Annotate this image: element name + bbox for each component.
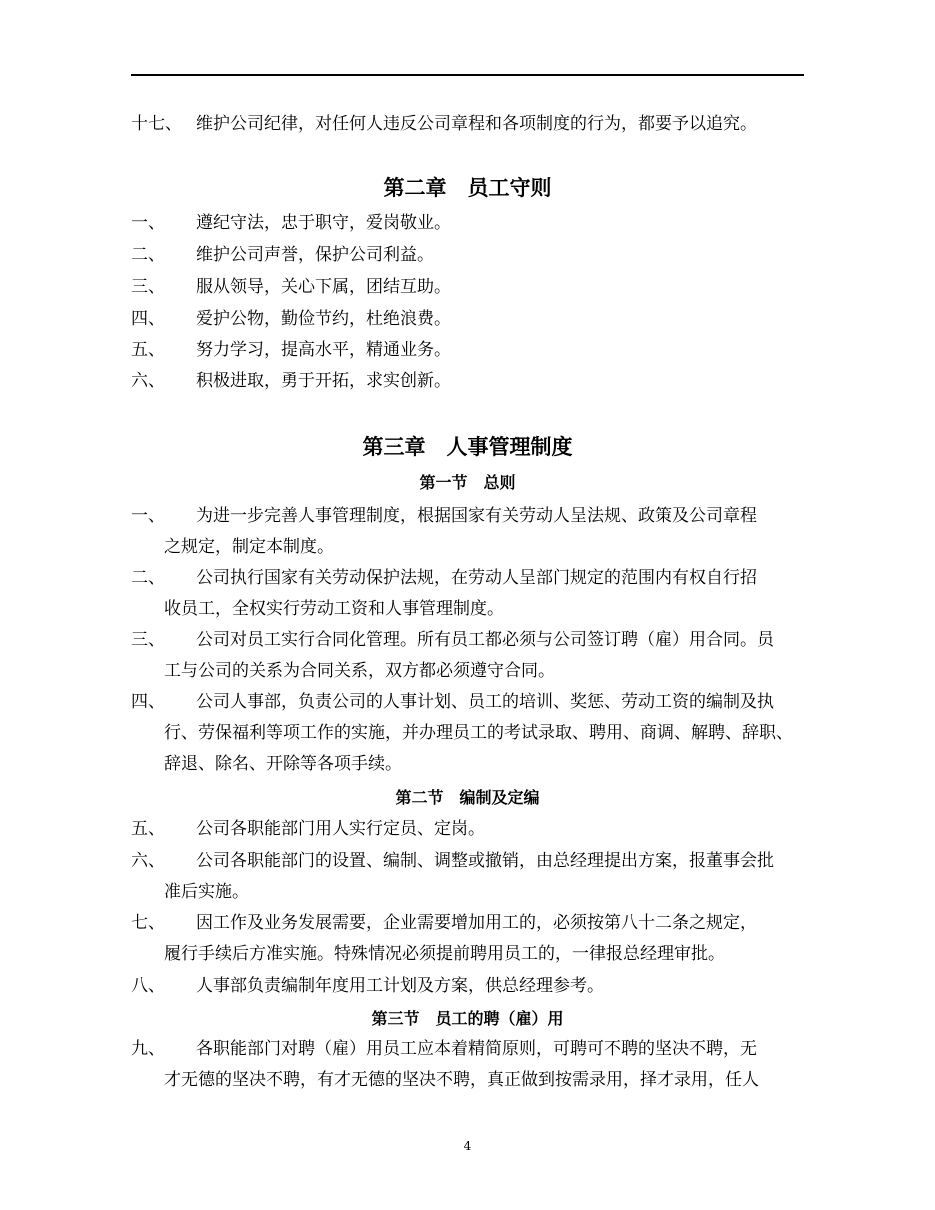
item-number: 一、 xyxy=(131,213,165,233)
item-text: 准后实施。 xyxy=(164,882,249,902)
item-text: 履行手续后方准实施。特殊情况必须提前聘用员工的，一律报总经理审批。 xyxy=(164,944,725,964)
item-text: 才无德的坚决不聘，有才无德的坚决不聘，真正做到按需录用，择才录用，任人 xyxy=(164,1070,759,1090)
item-number: 四、 xyxy=(131,692,165,712)
item-number: 三、 xyxy=(131,630,165,650)
item-text: 服从领导，关心下属，团结互助。 xyxy=(196,277,451,297)
section-title: 第二节 编制及定编 xyxy=(395,788,540,807)
item-number: 六、 xyxy=(131,851,165,871)
item-text: 工与公司的关系为合同关系，双方都必须遵守合同。 xyxy=(164,661,555,681)
item-number: 五、 xyxy=(131,819,165,839)
item-text: 公司各职能部门用人实行定员、定岗。 xyxy=(196,819,485,839)
header-rule xyxy=(131,74,804,76)
item-number: 一、 xyxy=(131,506,165,526)
item-text: 遵纪守法，忠于职守，爱岗敬业。 xyxy=(196,213,451,233)
item-number: 四、 xyxy=(131,309,165,329)
item-number: 二、 xyxy=(131,568,165,588)
item-number: 六、 xyxy=(131,371,165,391)
item-number: 十七、 xyxy=(131,114,182,134)
item-text: 公司各职能部门的设置、编制、调整或撤销，由总经理提出方案，报董事会批 xyxy=(196,851,774,871)
item-number: 三、 xyxy=(131,277,165,297)
item-text: 为进一步完善人事管理制度，根据国家有关劳动人呈法规、政策及公司章程 xyxy=(196,506,757,526)
item-number: 七、 xyxy=(131,913,165,933)
item-text: 公司执行国家有关劳动保护法规，在劳动人呈部门规定的范围内有权自行招 xyxy=(196,568,757,588)
item-text: 公司人事部，负责公司的人事计划、员工的培训、奖惩、劳动工资的编制及执 xyxy=(196,692,774,712)
item-text: 维护公司声誉，保护公司利益。 xyxy=(196,245,434,265)
section-title: 第一节 总则 xyxy=(419,473,516,492)
item-text: 公司对员工实行合同化管理。所有员工都必须与公司签订聘（雇）用合同。员 xyxy=(196,630,774,650)
section-title: 第三节 员工的聘（雇）用 xyxy=(371,1009,564,1028)
item-text: 努力学习，提高水平，精通业务。 xyxy=(196,340,451,360)
item-text: 各职能部门对聘（雇）用员工应本着精简原则，可聘可不聘的坚决不聘，无 xyxy=(196,1039,757,1059)
item-text: 爱护公物，勤俭节约，杜绝浪费。 xyxy=(196,309,451,329)
item-number: 九、 xyxy=(131,1039,165,1059)
item-text: 行、劳保福利等项工作的实施，并办理员工的考试录取、聘用、商调、解聘、辞职、 xyxy=(164,723,793,743)
item-number: 八、 xyxy=(131,976,165,996)
item-text: 维护公司纪律，对任何人违反公司章程和各项制度的行为，都要予以追究。 xyxy=(196,114,757,134)
item-text: 人事部负责编制年度用工计划及方案，供总经理参考。 xyxy=(196,976,604,996)
chapter-title: 第二章 员工守则 xyxy=(383,175,552,200)
item-text: 积极进取，勇于开拓，求实创新。 xyxy=(196,371,451,391)
item-text: 辞退、除名、开除等各项手续。 xyxy=(164,754,402,774)
item-text: 收员工，全权实行劳动工资和人事管理制度。 xyxy=(164,599,504,619)
item-text: 因工作及业务发展需要，企业需要增加用工的，必须按第八十二条之规定， xyxy=(196,913,757,933)
item-number: 二、 xyxy=(131,245,165,265)
chapter-title: 第三章 人事管理制度 xyxy=(362,434,573,459)
item-text: 之规定，制定本制度。 xyxy=(164,537,334,557)
item-number: 五、 xyxy=(131,340,165,360)
page-number: 4 xyxy=(463,1139,472,1153)
